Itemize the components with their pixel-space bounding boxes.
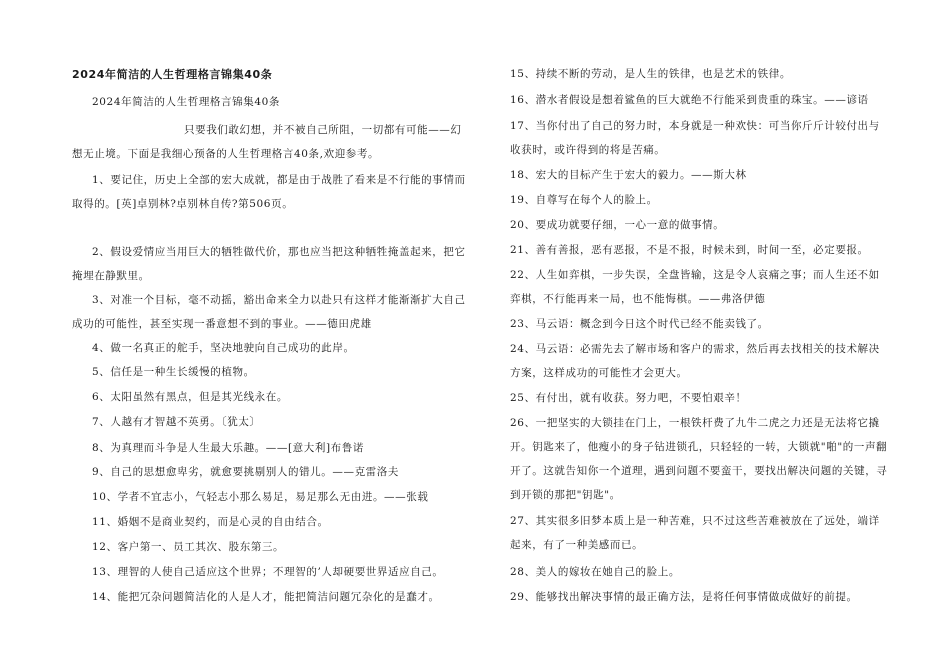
quote-item: 28、美人的嫁妆在她自己的脸上。 [510,566,680,578]
intro-paragraph: 只要我们敢幻想，并不被自己所阻，一切都有可能——幻想无止境。下面是我细心预备的人生哲理格言40条,欢迎参考。 [72,124,462,160]
quote-item: 14、能把冗杂问题简洁化的人是人才，能把简洁问题冗杂化的是蠢才。 [92,591,440,603]
quote-item: 21、善有善报，恶有恶报，不是不报，时候未到，时间一至，必定要报。 [510,244,869,256]
quote-item: 16、潜水者假设是想着鲨鱼的巨大就绝不行能采到贵重的珠宝。——谚语 [510,94,869,106]
document-title: 2024年简洁的人生哲理格言锦集40条 [72,68,273,81]
quote-item: 6、太阳虽然有黑点，但是其光线永在。 [92,391,288,403]
quote-item: 7、人越有才智越不英勇。〔犹太〕 [92,416,261,428]
quote-item: 15、持续不断的劳动，是人生的铁律，也是艺术的铁律。 [510,68,791,80]
quote-item: 20、要成功就要仔细，一心一意的做事情。 [510,219,725,231]
quote-item: 12、客户第一、员工其次、股东第三。 [92,541,285,553]
quote-item: 3、对准一个目标，毫不动摇，豁出命来全力以赴只有这样才能渐渐扩大自己成功的可能性，甚至实现一番意想不到的事业。——德田虎雄 [72,294,466,330]
quote-item: 13、理智的人使自己适应这个世界；不理智的’人却硬要世界适应自己。 [92,566,444,578]
quote-item: 11、婚姻不是商业契约，而是心灵的自由结合。 [92,516,329,528]
quote-item: 18、宏大的目标产生于宏大的毅力。——斯大林 [510,169,747,181]
quote-item: 29、能够找出解决事情的最正确方法，是将任何事情做成做好的前提。 [510,591,858,603]
quote-item: 4、做一名真正的舵手，坚决地驶向自己成功的此岸。 [92,342,355,354]
quote-item: 23、马云语：概念到今日这个时代已经不能卖钱了。 [510,318,769,330]
quote-item: 10、学者不宜志小，气轻志小那么易足，易足那么无由进。——张载 [92,491,429,503]
quote-item: 9、自己的思想愈卑劣，就愈要挑剔别人的错儿。——克雷洛夫 [92,466,399,478]
quote-item: 17、当你付出了自己的努力时，本身就是一种欢快：可当你斤斤计较付出与收获时，或许得到的将是苦痛。 [510,120,880,156]
document-subtitle: 2024年简洁的人生哲理格言锦集40条 [92,96,280,108]
quote-item: 5、信任是一种生长缓慢的植物。 [92,366,255,378]
quote-item: 2、假设爱情应当用巨大的牺牲做代价，那也应当把这种牺牲掩盖起来，把它掩埋在静默里。 [72,246,466,282]
quote-item: 24、马云语：必需先去了解市场和客户的需求，然后再去找相关的技术解决方案，这样成功的可能性才会更大。 [510,343,880,379]
quote-item: 8、为真理而斗争是人生最大乐趣。——[意大利]布鲁诺 [92,442,364,454]
quote-item: 25、有付出，就有收获。努力吧，不要怕艰辛！ [510,392,747,404]
quote-item: 19、自尊写在每个人的脸上。 [510,194,658,206]
quote-item: 27、其实很多旧梦本质上是一种苦难，只不过这些苦难被放在了远处，端详起来，有了一种美感而已。 [510,515,880,551]
quote-item: 26、一把坚实的大锁挂在门上，一根铁杆费了九牛二虎之力还是无法将它撬开。钥匙来了，他瘦小的身子钻进锁孔，只轻轻的一转，大锁就"啪"的一声翻开了。这就告知你一个道理，遇到问题不要蛮干，要找出解决问题的关键，寻到开锁的那把"钥匙"。 [510,417,888,501]
quote-item: 22、人生如弈棋，一步失误，全盘皆输，这是令人哀痛之事；而人生还不如弈棋，不行能再来一局，也不能悔棋。——弗洛伊德 [510,269,880,305]
quote-item: 1、要记住，历史上全部的宏大成就，都是由于战胜了看来是不行能的事情而取得的。[英]卓别林?卓别林自传?第506页。 [72,174,466,210]
